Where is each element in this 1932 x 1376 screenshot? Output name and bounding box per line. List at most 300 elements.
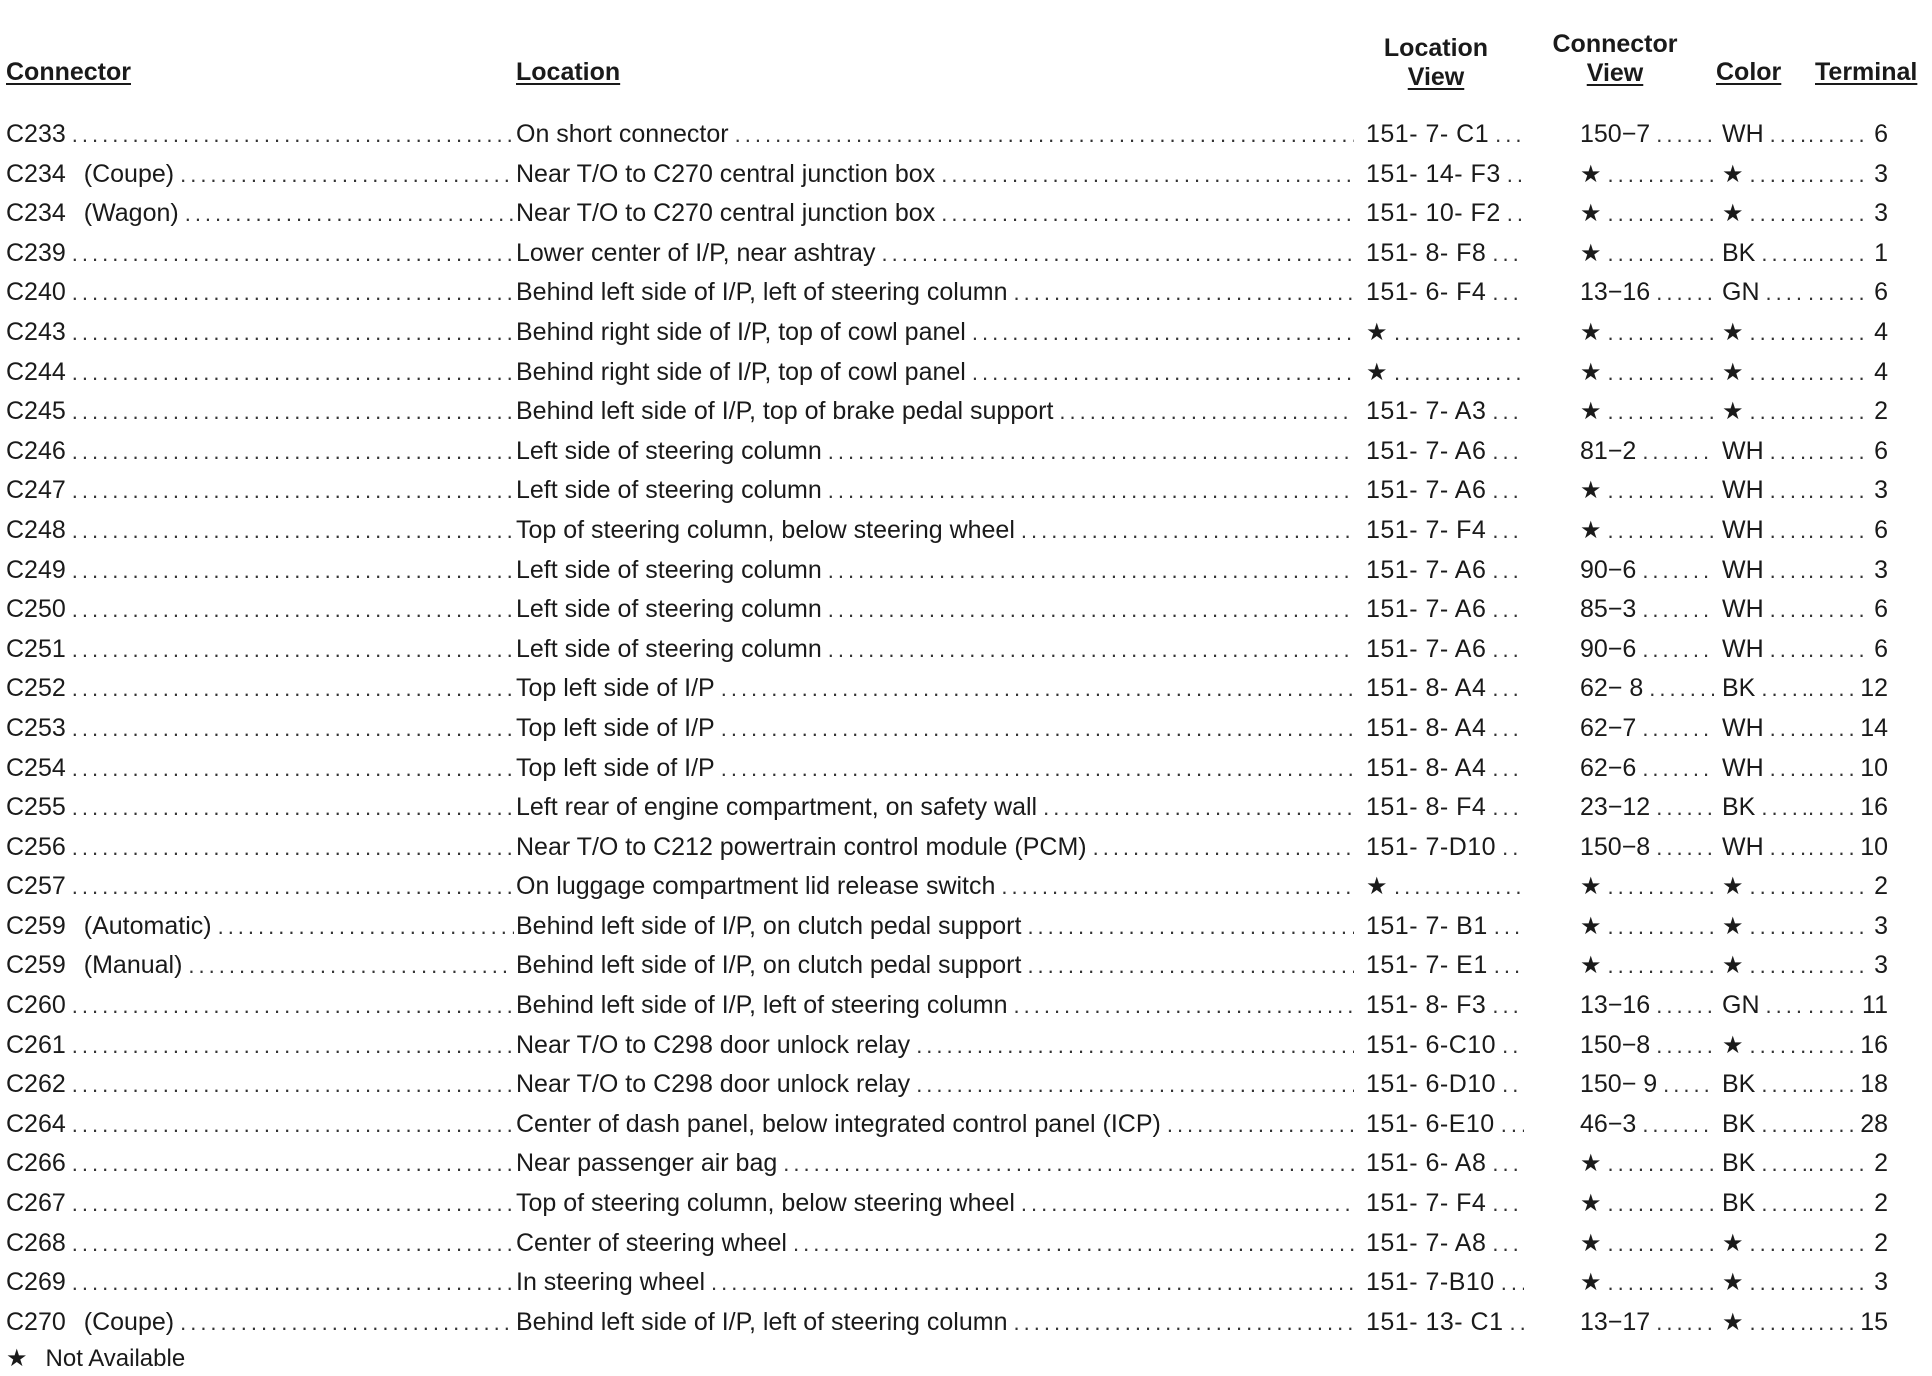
dot-leader [1021,511,1354,551]
dot-leader [72,788,514,828]
dot-leader [1750,353,1808,393]
dot-leader [783,1144,1354,1184]
location-cell [516,1224,1354,1264]
location-cell [516,788,1354,828]
location-text: Behind left side of I/P, top of brake pedal support [516,392,1059,432]
dot-leader [1492,1144,1524,1184]
dot-leader [1642,590,1714,630]
location-cell [516,273,1354,313]
connector-variant: (Coupe) [72,155,180,195]
dot-leader [1608,194,1714,234]
location-view-cell [1366,709,1524,749]
color-value: BK [1722,1105,1761,1145]
location-view-value: 151- 8- A4 [1366,669,1492,709]
dot-leader [1750,155,1808,195]
color-cell [1722,115,1808,155]
connector-view-value: 13−16 [1580,273,1656,313]
location-text: In steering wheel [516,1263,711,1303]
location-cell [516,1303,1354,1343]
location-view-value: 151- 8- A4 [1366,749,1492,789]
dot-leader [72,1105,514,1145]
dot-leader [1608,1144,1714,1184]
color-value: ★ [1722,946,1750,986]
connector-view-value: ★ [1580,1144,1608,1184]
dot-leader [1608,234,1714,274]
location-text: Behind right side of I/P, top of cowl panel [516,353,972,393]
dot-leader [72,1224,514,1264]
dot-leader [1761,669,1808,709]
color-value: ★ [1722,392,1750,432]
location-view-value: 151- 6- A8 [1366,1144,1492,1184]
dot-leader [1656,1303,1714,1343]
connector-cell [6,234,514,274]
connector-id: C246 [6,432,72,472]
location-text: Lower center of I/P, near ashtray [516,234,881,274]
header-color-label: Color [1716,58,1782,86]
connector-view-cell [1580,749,1714,789]
connector-variant: (Manual) [72,946,189,986]
dot-leader [1502,1026,1524,1066]
connector-cell [6,313,514,353]
terminal-cell [1808,1105,1888,1145]
dot-leader [1501,1263,1524,1303]
connector-view-value: 150−8 [1580,828,1656,868]
color-cell [1722,1144,1808,1184]
color-value: ★ [1722,1303,1750,1343]
header-location-view [1376,34,1496,92]
location-view-value: 151- 8- F3 [1366,986,1492,1026]
connector-view-cell [1580,788,1714,828]
connector-id: C268 [6,1224,72,1264]
header-location-view-line1: Location [1383,34,1489,62]
connector-view-value: 13−17 [1580,1303,1656,1343]
location-cell [516,1026,1354,1066]
dot-leader [1495,115,1524,155]
dot-leader [1059,392,1354,432]
color-cell [1722,709,1808,749]
location-view-value: 151- 6- F4 [1366,273,1492,313]
dot-leader [828,432,1354,472]
location-view-cell [1366,471,1524,511]
terminal-cell [1808,749,1888,789]
location-text: Behind left side of I/P, on clutch pedal support [516,907,1027,947]
connector-cell [6,1065,514,1105]
header-terminal [1815,58,1917,87]
table-row [0,828,1932,868]
location-view-value: 151- 7- F4 [1366,511,1492,551]
table-row [0,1144,1932,1184]
dot-leader [735,115,1354,155]
terminal-cell [1808,907,1888,947]
dot-leader [1770,709,1808,749]
terminal-count: 3 [1868,194,1888,234]
dot-leader [72,867,514,907]
color-cell [1722,194,1808,234]
dot-leader [72,471,514,511]
terminal-count: 6 [1868,432,1888,472]
location-text: Left side of steering column [516,590,828,630]
table-row [0,709,1932,749]
dot-leader [1167,1105,1354,1145]
connector-view-value: ★ [1580,194,1608,234]
connector-cell [6,1263,514,1303]
location-view-cell [1366,749,1524,789]
table-row [0,907,1932,947]
location-text: Left side of steering column [516,551,828,591]
color-value: WH [1722,432,1770,472]
location-view-cell [1366,432,1524,472]
color-value: ★ [1722,313,1750,353]
dot-leader [941,194,1354,234]
dot-leader [1492,788,1524,828]
location-view-cell [1366,1026,1524,1066]
dot-leader [1761,1144,1808,1184]
connector-view-cell [1580,709,1714,749]
table-row [0,1303,1932,1343]
dot-leader [1001,867,1354,907]
header-connector-view [1548,30,1682,88]
dot-leader [180,155,514,195]
location-view-cell [1366,828,1524,868]
footnote [6,1345,185,1373]
connector-id: C251 [6,630,72,670]
dot-leader [1608,1263,1714,1303]
location-view-cell [1366,551,1524,591]
dot-leader [1492,551,1524,591]
dot-leader [1649,669,1714,709]
location-view-value: 151- 8- A4 [1366,709,1492,749]
dot-leader [1750,313,1808,353]
dot-leader [72,709,514,749]
connector-cell [6,1303,514,1343]
location-cell [516,155,1354,195]
connector-cell [6,709,514,749]
location-cell [516,234,1354,274]
terminal-count: 3 [1868,907,1888,947]
connector-view-cell [1580,1144,1714,1184]
dot-leader [72,828,514,868]
location-view-cell [1366,867,1524,907]
connector-cell [6,788,514,828]
header-location-label: Location [516,58,621,86]
dot-leader [1766,986,1809,1026]
dot-leader [1492,749,1524,789]
dot-leader [1656,788,1714,828]
dot-leader [1750,392,1808,432]
connector-id: C244 [6,353,72,393]
connector-view-value: ★ [1580,392,1608,432]
connector-id: C248 [6,511,72,551]
connector-id: C259 [6,946,72,986]
dot-leader [72,551,514,591]
color-cell [1722,155,1808,195]
dot-leader [1608,907,1714,947]
location-text: Behind left side of I/P, left of steering column [516,1303,1014,1343]
connector-view-cell [1580,1065,1714,1105]
dot-leader [1663,1065,1714,1105]
color-cell [1722,432,1808,472]
location-cell [516,313,1354,353]
color-cell [1722,1303,1808,1343]
dot-leader [1492,630,1524,670]
dot-leader [1492,709,1524,749]
color-value: BK [1722,1065,1761,1105]
location-cell [516,551,1354,591]
location-text: Center of steering wheel [516,1224,793,1264]
location-text: Behind right side of I/P, top of cowl panel [516,313,972,353]
location-view-cell [1366,986,1524,1026]
terminal-cell [1808,313,1888,353]
location-cell [516,1184,1354,1224]
terminal-count: 3 [1868,155,1888,195]
location-view-cell [1366,630,1524,670]
dot-leader [1501,1105,1524,1145]
connector-view-value: 90−6 [1580,551,1642,591]
location-view-cell [1366,669,1524,709]
color-value: ★ [1722,867,1750,907]
location-view-cell [1366,392,1524,432]
terminal-count: 16 [1854,788,1888,828]
terminal-count: 28 [1854,1105,1888,1145]
connector-view-cell [1580,234,1714,274]
location-cell [516,986,1354,1026]
connector-cell [6,669,514,709]
connector-view-value: ★ [1580,867,1608,907]
connector-view-value: 62−7 [1580,709,1642,749]
dot-leader [1021,1184,1354,1224]
dot-leader [1043,788,1354,828]
dot-leader [72,234,514,274]
connector-view-cell [1580,946,1714,986]
connector-id: C256 [6,828,72,868]
connector-view-value: 46−3 [1580,1105,1642,1145]
terminal-cell [1808,709,1888,749]
dot-leader [1656,1026,1714,1066]
table-row [0,313,1932,353]
connector-cell [6,273,514,313]
location-view-value: 151- 8- F8 [1366,234,1492,274]
dot-leader [1608,313,1714,353]
connector-view-value: ★ [1580,155,1608,195]
terminal-cell [1808,234,1888,274]
terminal-cell [1808,194,1888,234]
dot-leader [1492,273,1524,313]
dot-leader [1770,630,1808,670]
location-cell [516,590,1354,630]
connector-view-cell [1580,511,1714,551]
terminal-count: 3 [1868,946,1888,986]
dot-leader [972,353,1354,393]
connector-id: C247 [6,471,72,511]
dot-leader [72,1144,514,1184]
location-text: Top left side of I/P [516,749,721,789]
location-view-cell [1366,946,1524,986]
connector-cell [6,1026,514,1066]
location-view-cell [1366,234,1524,274]
location-text: Left side of steering column [516,432,828,472]
terminal-count: 4 [1868,313,1888,353]
dot-leader [72,273,514,313]
dot-leader [188,946,514,986]
location-cell [516,471,1354,511]
dot-leader [1492,1184,1524,1224]
dot-leader [1750,946,1808,986]
connector-cell [6,946,514,986]
connector-cell [6,1224,514,1264]
color-cell [1722,669,1808,709]
connector-view-value: ★ [1580,1263,1608,1303]
header-connector-label: Connector [6,58,131,86]
location-text: Near T/O to C270 central junction box [516,155,941,195]
dot-leader [1014,273,1355,313]
color-cell [1722,1105,1808,1145]
terminal-cell [1808,1224,1888,1264]
location-view-value: ★ [1366,867,1394,907]
dot-leader [828,551,1354,591]
terminal-cell [1808,630,1888,670]
dot-leader [1761,1184,1808,1224]
location-view-value: 151- 6-E10 [1366,1105,1501,1145]
table-row [0,273,1932,313]
dot-leader [1608,946,1714,986]
dot-leader [1492,234,1524,274]
dot-leader [218,907,514,947]
color-cell [1722,946,1808,986]
dot-leader [1761,788,1808,828]
dot-leader [972,313,1354,353]
dot-leader [1656,986,1714,1026]
dot-leader [721,669,1354,709]
location-cell [516,432,1354,472]
connector-variant: (Automatic) [72,907,218,947]
location-view-value: 151- 7- B1 [1366,907,1494,947]
dot-leader [1394,353,1524,393]
color-value: ★ [1722,1026,1750,1066]
table-row [0,194,1932,234]
table-row [0,1224,1932,1264]
dot-leader [72,432,514,472]
location-view-cell [1366,788,1524,828]
color-value: BK [1722,788,1761,828]
location-view-cell [1366,1144,1524,1184]
header-connector [6,58,131,87]
connector-id: C267 [6,1184,72,1224]
dot-leader [828,590,1354,630]
location-view-cell [1366,1065,1524,1105]
color-cell [1722,392,1808,432]
connector-view-value: 81−2 [1580,432,1642,472]
connector-id: C260 [6,986,72,1026]
table-row [0,234,1932,274]
location-cell [516,392,1354,432]
color-value: ★ [1722,353,1750,393]
dot-leader [1492,669,1524,709]
dot-leader [72,1065,514,1105]
connector-view-cell [1580,907,1714,947]
table-row [0,155,1932,195]
location-cell [516,353,1354,393]
dot-leader [72,1026,514,1066]
dot-leader [1492,392,1524,432]
connector-view-cell [1580,115,1714,155]
terminal-cell [1808,828,1888,868]
terminal-cell [1808,986,1888,1026]
terminal-count: 12 [1854,669,1888,709]
location-text: Top of steering column, below steering wheel [516,1184,1021,1224]
terminal-cell [1808,1065,1888,1105]
color-cell [1722,234,1808,274]
terminal-count: 3 [1868,1263,1888,1303]
header-connector-view-line2: View [1586,59,1644,87]
location-view-value: 151- 7- E1 [1366,946,1494,986]
location-cell [516,669,1354,709]
header-location [516,58,620,87]
dot-leader [941,155,1354,195]
connector-id: C257 [6,867,72,907]
color-cell [1722,828,1808,868]
connector-view-cell [1580,1263,1714,1303]
dot-leader [1093,828,1354,868]
dot-leader [1494,907,1524,947]
terminal-count: 6 [1868,273,1888,313]
location-cell [516,907,1354,947]
terminal-count: 18 [1854,1065,1888,1105]
connector-view-value: 150− 9 [1580,1065,1663,1105]
dot-leader [1642,749,1714,789]
dot-leader [1492,986,1524,1026]
color-value: WH [1722,471,1770,511]
terminal-count: 4 [1868,353,1888,393]
terminal-cell [1808,590,1888,630]
dot-leader [1494,946,1524,986]
color-cell [1722,907,1808,947]
location-view-value: 151- 14- F3 [1366,155,1507,195]
location-view-value: ★ [1366,313,1394,353]
connector-cell [6,1144,514,1184]
location-view-cell [1366,907,1524,947]
connector-cell [6,867,514,907]
dot-leader [1608,1184,1714,1224]
table-row [0,946,1932,986]
location-view-value: 151- 7- A3 [1366,392,1492,432]
color-value: BK [1722,1184,1761,1224]
connector-view-value: 150−7 [1580,115,1656,155]
location-cell [516,1263,1354,1303]
connector-view-value: ★ [1580,234,1608,274]
connector-id: C233 [6,115,72,155]
dot-leader [72,115,514,155]
dot-leader [828,471,1354,511]
color-cell [1722,273,1808,313]
dot-leader [828,630,1354,670]
dot-leader [1492,511,1524,551]
terminal-cell [1808,1263,1888,1303]
location-view-value: 151- 7-B10 [1366,1263,1501,1303]
connector-view-value: 23−12 [1580,788,1656,828]
connector-variant: (Coupe) [72,1303,180,1343]
location-view-cell [1366,273,1524,313]
location-view-value: ★ [1366,353,1394,393]
location-view-value: 151- 10- F2 [1366,194,1507,234]
location-cell [516,194,1354,234]
color-value: WH [1722,115,1770,155]
color-value: BK [1722,1144,1761,1184]
location-view-cell [1366,511,1524,551]
dot-leader [1642,630,1714,670]
terminal-count: 2 [1868,1144,1888,1184]
dot-leader [1761,1105,1808,1145]
dot-leader [1770,828,1808,868]
